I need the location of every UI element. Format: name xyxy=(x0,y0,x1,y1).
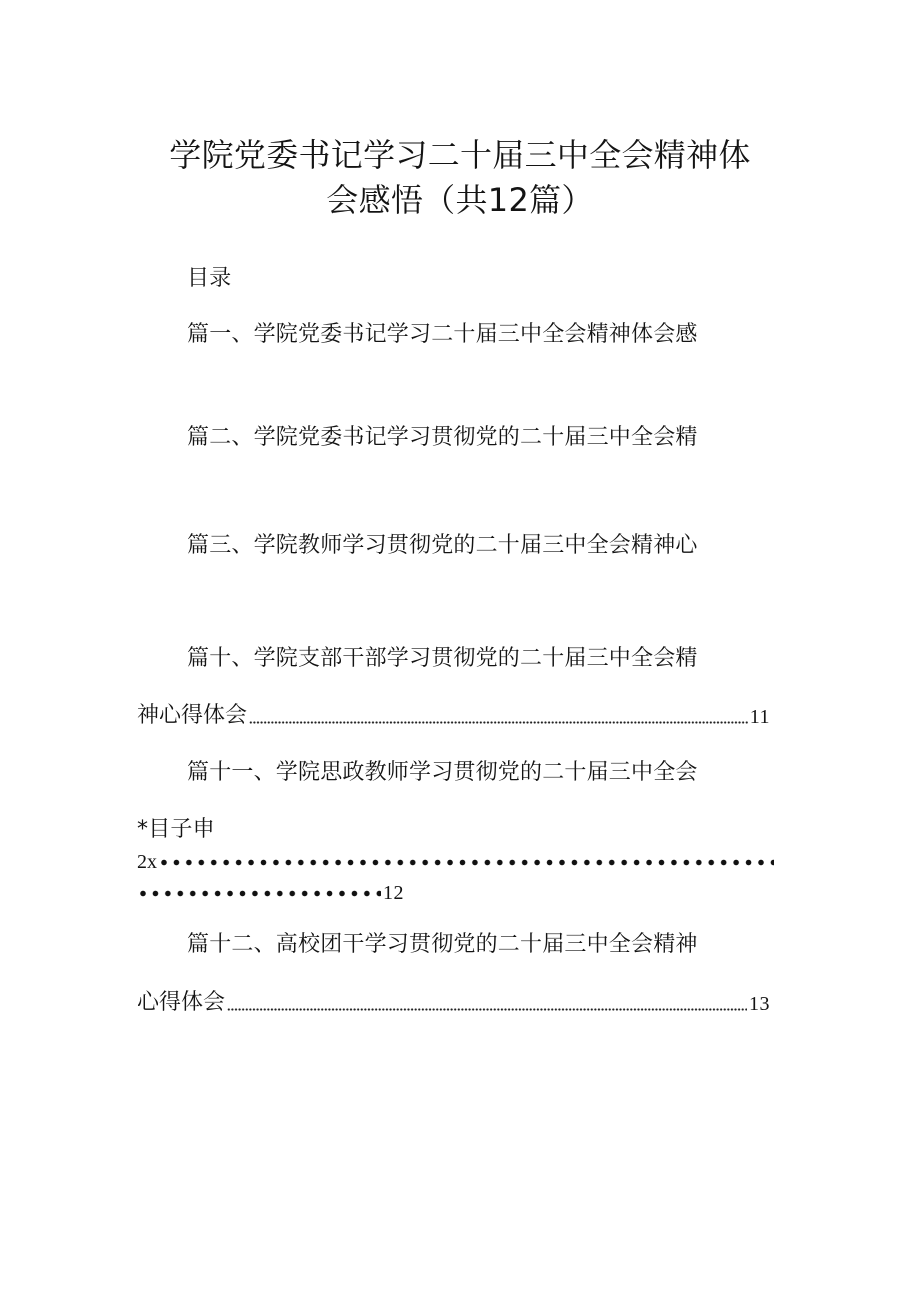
toc-entry-12-continuation xyxy=(137,992,770,1014)
toc-entry-12-title-cont: 心得体会 xyxy=(137,990,226,1015)
toc-entry-11-bullet-row-1 xyxy=(137,852,774,872)
toc-entry-10-title-cont: 神心得体会 xyxy=(137,703,248,728)
toc-entry-1: 篇一、学院党委书记学习二十届三中全会精神体会感 xyxy=(187,322,698,347)
toc-entry-10-title: 篇十、学院支部干部学习贯彻党的二十届三中全会精 xyxy=(187,646,698,671)
bullet-leader xyxy=(158,859,774,866)
toc-entry-10-continuation xyxy=(137,705,770,727)
toc-entry-3: 篇三、学院教师学习贯彻党的二十届三中全会精神心 xyxy=(187,533,698,558)
toc-entry-11-bullet-row-2 xyxy=(137,883,404,903)
toc-entry-10-page-number: 11 xyxy=(749,706,770,728)
document-title-line-2: 会感悟（共12篇） xyxy=(326,181,594,219)
bullet-leader xyxy=(137,890,381,897)
document-title-line-1: 学院党委书记学习二十届三中全会精神体 xyxy=(169,136,751,174)
toc-entry-11-prefix: 2x xyxy=(137,851,157,873)
toc-entry-11-page-number: 12 xyxy=(383,882,404,904)
toc-heading: 目录 xyxy=(187,266,232,291)
toc-entry-12-page-number: 13 xyxy=(749,993,770,1015)
toc-entry-12-title: 篇十二、高校团干学习贯彻党的二十届三中全会精神 xyxy=(187,932,698,957)
toc-entry-11-title: 篇十一、学院思政教师学习贯彻党的二十届三中全会 xyxy=(187,760,698,785)
dot-leader xyxy=(249,721,748,724)
toc-entry-2: 篇二、学院党委书记学习贯彻党的二十届三中全会精 xyxy=(187,425,698,450)
toc-entry-11-title-cont: *目子申 xyxy=(137,817,215,842)
dot-leader xyxy=(227,1008,747,1011)
